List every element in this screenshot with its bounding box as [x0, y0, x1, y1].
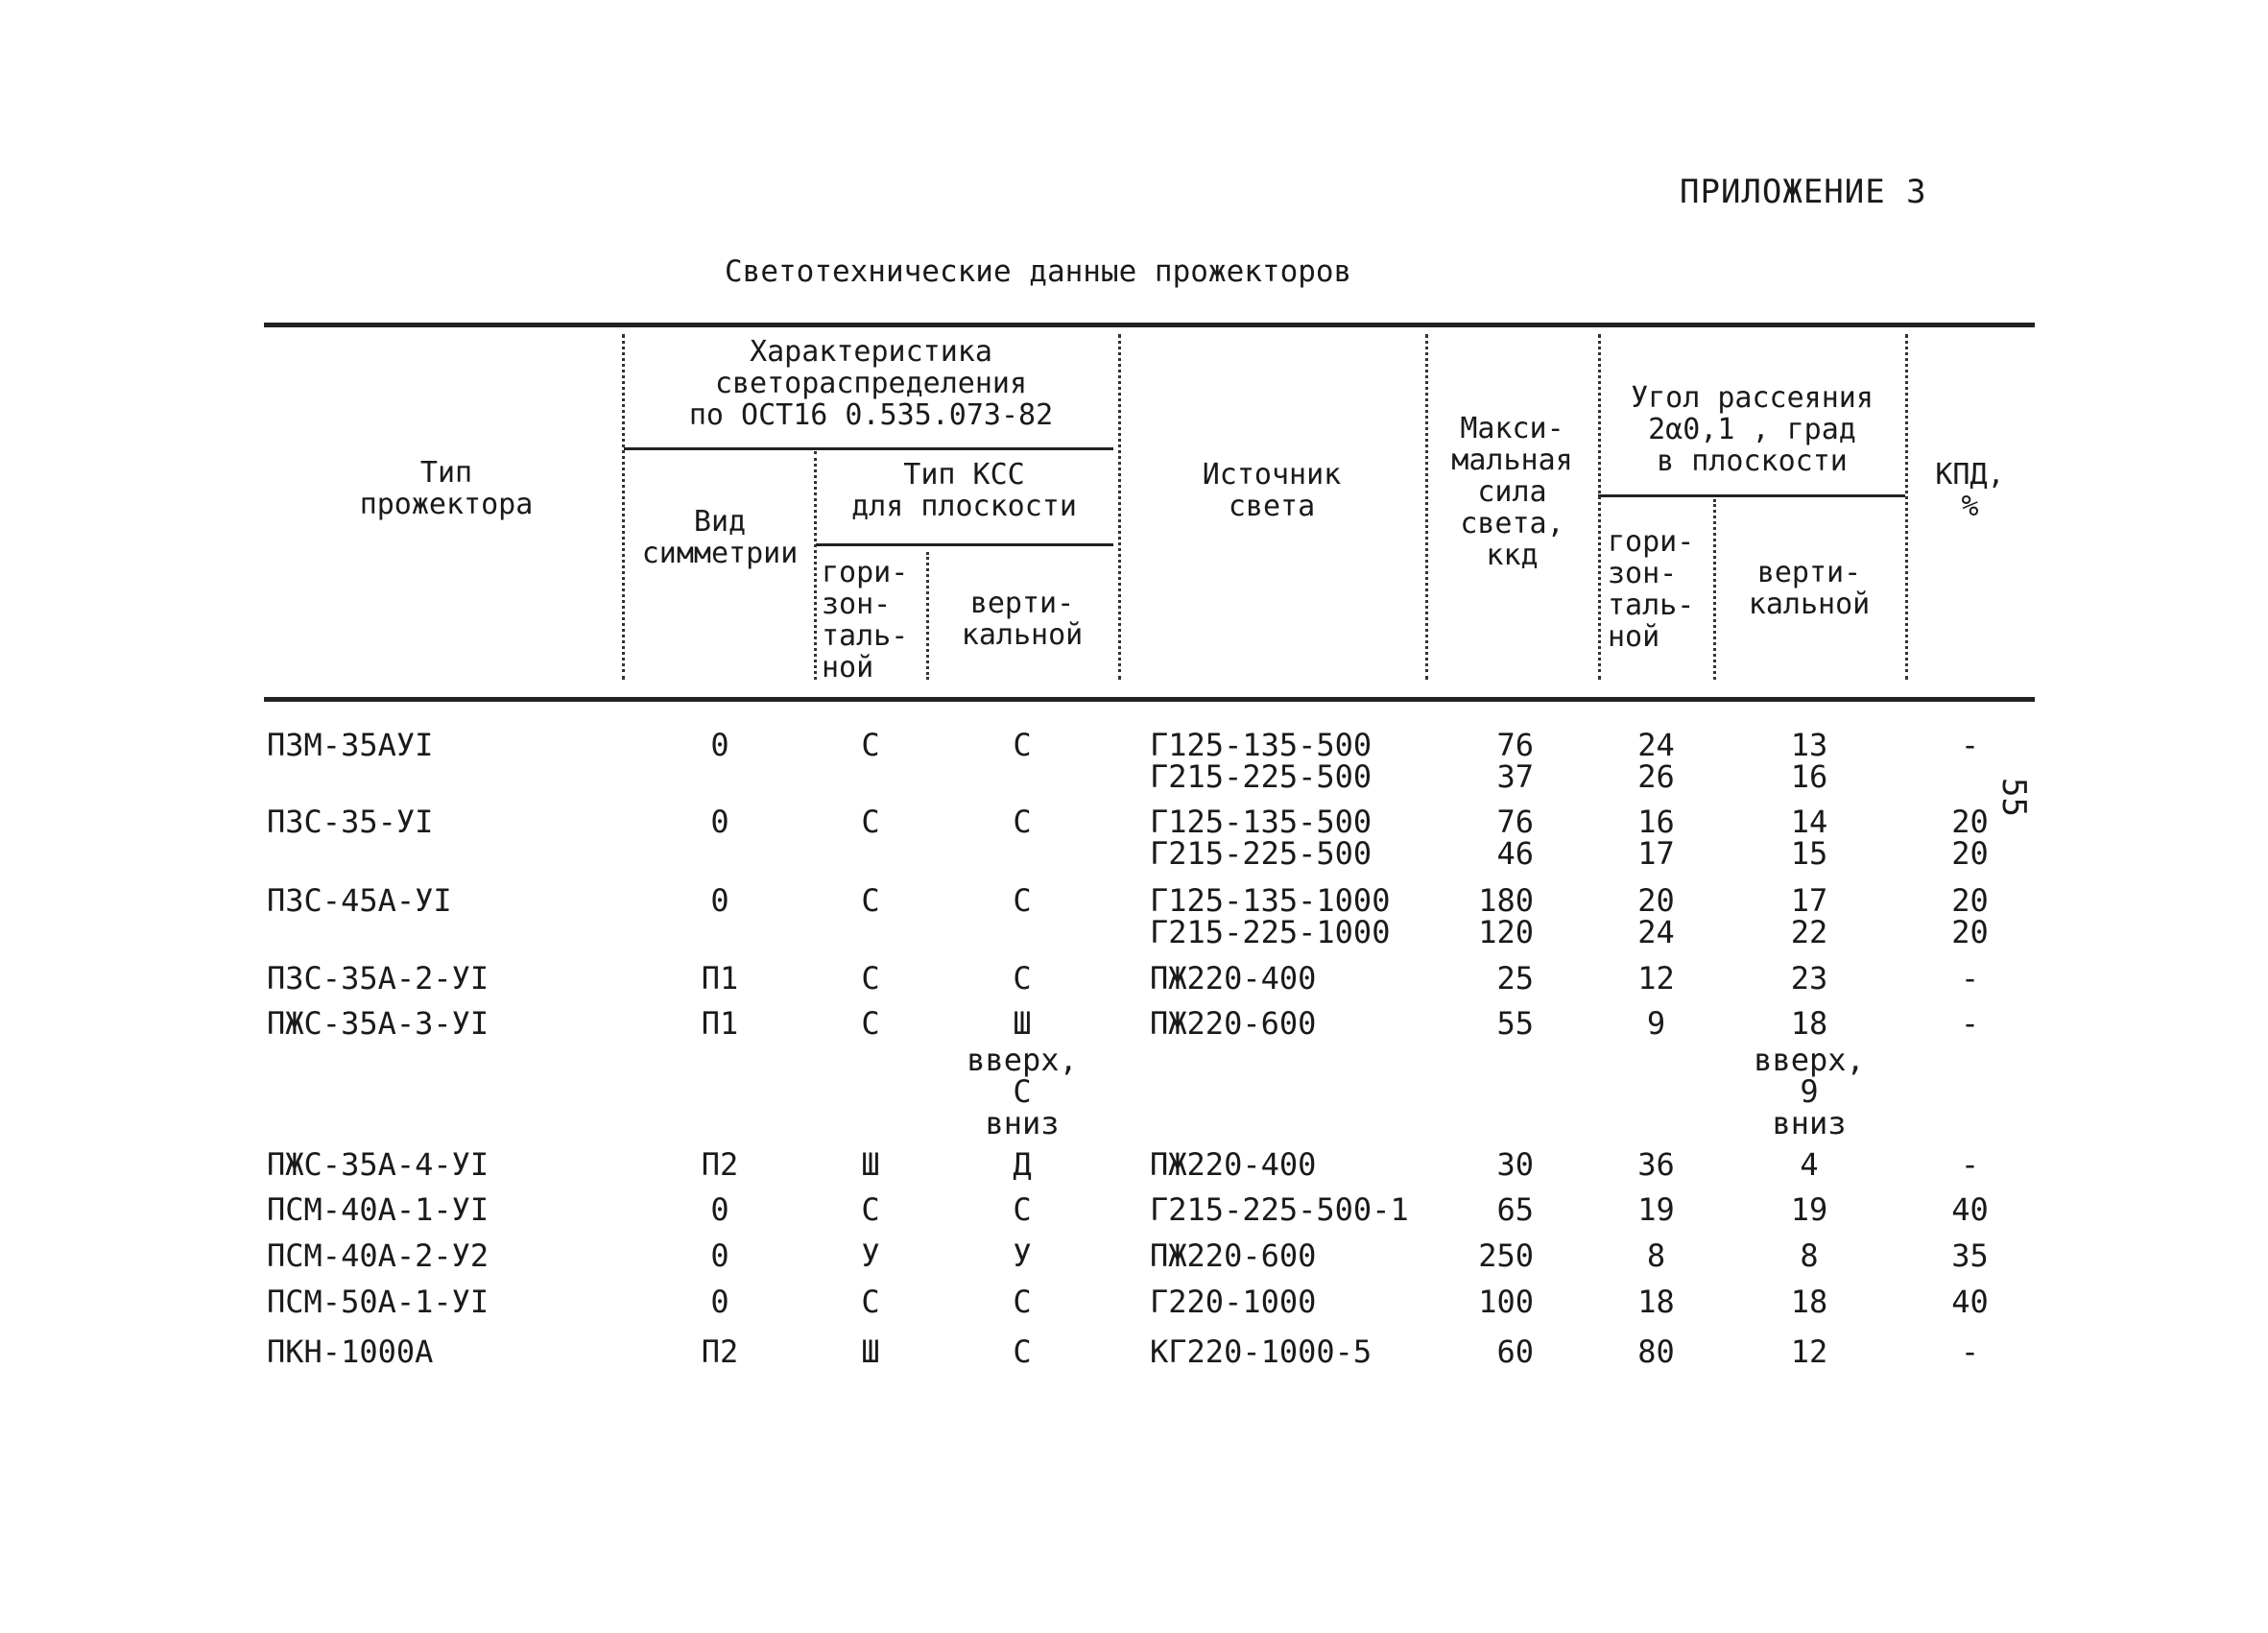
header-source: Источник света: [1202, 458, 1342, 523]
cell-kss-horizontal: С: [861, 960, 880, 997]
appendix-label: ПРИЛОЖЕНИЕ 3: [1680, 173, 1927, 211]
cell-type: ПСМ-50А-1-УI: [267, 1284, 489, 1320]
cell-angle-vertical: 23: [1790, 960, 1828, 997]
cell-kss-vertical-note: вверх, С вниз: [967, 1042, 1078, 1141]
cell-symmetry: П2: [701, 1333, 739, 1370]
cell-efficiency: -: [1960, 1146, 1980, 1183]
cell-kss-vertical: С: [1013, 1191, 1032, 1228]
cell-type: ПСМ-40А-1-УI: [267, 1191, 489, 1228]
cell-kss-vertical: С: [1013, 804, 1032, 840]
cell-type: ПЗС-35-УI: [267, 804, 434, 840]
cell-max-intensity: 25: [1496, 960, 1534, 997]
cell-type: ПЖС-35А-3-УI: [267, 1005, 489, 1042]
col-divider: [814, 451, 817, 680]
cell-angle-vertical: 8: [1800, 1237, 1819, 1274]
header-kss: Тип КСС для плоскости: [851, 458, 1077, 523]
cell-type: ПЗМ-35АУI: [267, 727, 434, 763]
cell-efficiency: -: [1960, 1005, 1980, 1042]
cell-symmetry: 0: [710, 1191, 729, 1228]
header-kss-vertical: верти- кальной: [961, 587, 1084, 652]
cell-angle-vertical-note: вверх, 9 вниз: [1754, 1042, 1865, 1141]
cell-kss-vertical: С: [1013, 1284, 1032, 1320]
cell-angle-horizontal: 16 17: [1637, 804, 1675, 872]
cell-kss-vertical: Ш: [1013, 1005, 1032, 1042]
cell-kss-horizontal: Ш: [861, 1146, 880, 1183]
cell-angle-vertical: 12: [1790, 1333, 1828, 1370]
cell-angle-horizontal: 80: [1637, 1333, 1675, 1370]
cell-efficiency: 20 20: [1951, 882, 1989, 950]
header-kss-horizontal: гори- зон- таль- ной: [822, 556, 909, 684]
cell-angle-vertical: 18: [1790, 1284, 1828, 1320]
cell-kss-vertical: С: [1013, 727, 1032, 763]
cell-source: КГ220-1000-5: [1150, 1333, 1373, 1370]
cell-angle-vertical: 17 22: [1790, 882, 1828, 950]
cell-kss-horizontal: С: [861, 1284, 880, 1320]
col-divider: [1713, 499, 1716, 680]
col-divider: [1118, 334, 1121, 680]
cell-kss-vertical: С: [1013, 960, 1032, 997]
cell-source: Г125-135-500 Г215-225-500: [1150, 804, 1373, 872]
cell-type: ПЗС-45А-УI: [267, 882, 452, 919]
cell-symmetry: 0: [710, 882, 729, 919]
cell-angle-vertical: 14 15: [1790, 804, 1828, 872]
cell-source: Г125-135-1000 Г215-225-1000: [1150, 882, 1391, 950]
cell-efficiency: 40: [1951, 1191, 1989, 1228]
header-angle-vertical: верти- кальной: [1748, 556, 1871, 621]
cell-max-intensity: 30: [1496, 1146, 1534, 1183]
col-divider: [622, 334, 625, 680]
header-bottom-rule: [264, 697, 2035, 702]
cell-efficiency: -: [1960, 960, 1980, 997]
cell-source: Г125-135-500 Г215-225-500: [1150, 727, 1373, 795]
cell-max-intensity: 180 120: [1478, 882, 1534, 950]
table-title: Светотехнические данные прожекторов: [725, 254, 1352, 289]
cell-angle-horizontal: 19: [1637, 1191, 1675, 1228]
cell-efficiency: 35: [1951, 1237, 1989, 1274]
cell-angle-horizontal: 8: [1646, 1237, 1666, 1274]
cell-symmetry: 0: [710, 1284, 729, 1320]
cell-symmetry: П2: [701, 1146, 739, 1183]
cell-type: ПКН-1000А: [267, 1333, 434, 1370]
cell-angle-vertical: 18: [1790, 1005, 1828, 1042]
cell-angle-horizontal: 20 24: [1637, 882, 1675, 950]
cell-type: ПЗС-35А-2-УI: [267, 960, 489, 997]
cell-symmetry: 0: [710, 804, 729, 840]
cell-max-intensity: 55: [1496, 1005, 1534, 1042]
header-characteristic: Характеристика светораспределения по ОСТ16 0.535.073-82: [688, 335, 1054, 432]
top-rule: [264, 323, 2035, 327]
cell-kss-vertical: С: [1013, 882, 1032, 919]
header-type: Тип прожектора: [359, 456, 534, 521]
cell-efficiency: 40: [1951, 1284, 1989, 1320]
cell-kss-horizontal: С: [861, 882, 880, 919]
header-max-intensity: Макси- мальная сила света, ккд: [1451, 412, 1573, 572]
cell-type: ПСМ-40А-2-У2: [267, 1237, 489, 1274]
cell-source: ПЖ220-600: [1150, 1237, 1317, 1274]
cell-source: ПЖ220-400: [1150, 1146, 1317, 1183]
angle-group-rule: [1598, 494, 1905, 497]
cell-max-intensity: 60: [1496, 1333, 1534, 1370]
cell-kss-vertical: У: [1013, 1237, 1032, 1274]
col-divider: [926, 552, 929, 680]
header-symmetry: Вид симметрии: [641, 505, 799, 570]
kss-group-rule: [816, 543, 1113, 546]
cell-source: Г220-1000: [1150, 1284, 1317, 1320]
cell-max-intensity: 100: [1478, 1284, 1534, 1320]
cell-efficiency: 20 20: [1951, 804, 1989, 872]
cell-kss-horizontal: С: [861, 1005, 880, 1042]
cell-max-intensity: 76 46: [1496, 804, 1534, 872]
cell-angle-vertical: 19: [1790, 1191, 1828, 1228]
cell-angle-vertical: 13 16: [1790, 727, 1828, 795]
cell-max-intensity: 76 37: [1496, 727, 1534, 795]
cell-kss-vertical: Д: [1013, 1146, 1032, 1183]
cell-symmetry: П1: [701, 960, 739, 997]
header-efficiency: КПД, %: [1935, 458, 2005, 523]
cell-kss-horizontal: Ш: [861, 1333, 880, 1370]
cell-angle-horizontal: 12: [1637, 960, 1675, 997]
header-angle: Угол рассеяния 2α0,1 , град в плоскости: [1631, 381, 1874, 478]
header-angle-horizontal: гори- зон- таль- ной: [1608, 525, 1695, 654]
col-divider: [1905, 334, 1908, 680]
cell-symmetry: 0: [710, 1237, 729, 1274]
page-number: 55: [1994, 778, 2033, 817]
cell-angle-horizontal: 36: [1637, 1146, 1675, 1183]
cell-angle-horizontal: 24 26: [1637, 727, 1675, 795]
cell-kss-horizontal: С: [861, 727, 880, 763]
cell-efficiency: -: [1960, 727, 1980, 763]
cell-symmetry: 0: [710, 727, 729, 763]
cell-max-intensity: 250: [1478, 1237, 1534, 1274]
cell-symmetry: П1: [701, 1005, 739, 1042]
cell-kss-horizontal: У: [861, 1237, 880, 1274]
cell-angle-vertical: 4: [1800, 1146, 1819, 1183]
cell-kss-horizontal: С: [861, 804, 880, 840]
char-group-rule: [624, 447, 1113, 450]
cell-efficiency: -: [1960, 1333, 1980, 1370]
cell-source: ПЖ220-400: [1150, 960, 1317, 997]
cell-kss-vertical: С: [1013, 1333, 1032, 1370]
cell-type: ПЖС-35А-4-УI: [267, 1146, 489, 1183]
cell-angle-horizontal: 9: [1646, 1005, 1666, 1042]
cell-source: Г215-225-500-1: [1150, 1191, 1409, 1228]
cell-angle-horizontal: 18: [1637, 1284, 1675, 1320]
cell-kss-horizontal: С: [861, 1191, 880, 1228]
cell-source: ПЖ220-600: [1150, 1005, 1317, 1042]
cell-max-intensity: 65: [1496, 1191, 1534, 1228]
